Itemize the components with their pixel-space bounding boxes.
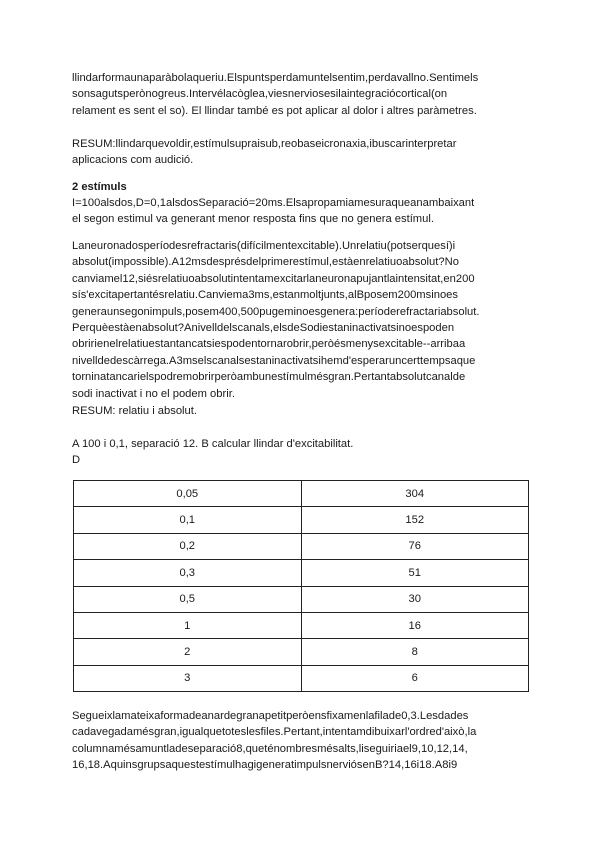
text-line: Perquèestàenabsolut?Anivelldelscanals,elsdeSodiestaninactivatsinoespoden xyxy=(72,322,455,335)
table-cell-threshold: 30 xyxy=(301,586,529,612)
table-cell-separation: 3 xyxy=(74,665,302,691)
table-row xyxy=(74,612,529,638)
text-line: aplicacions com audició. xyxy=(72,154,194,167)
text-line: Laneuronadosperíodesrefractaris(difícilmentexcitable).Unrelatiu(potserquesí)i xyxy=(72,240,456,252)
table-row xyxy=(74,665,529,691)
text-line: sodi inactivat i no el podem obrir. xyxy=(72,387,235,400)
section-heading: 2 estímuls xyxy=(72,181,127,193)
text-line: nivelldedescàrrega.A3mselscanalsestaninactivatsihemd'esperaruncerttempsaque xyxy=(72,354,476,367)
paragraph-llindar xyxy=(72,70,528,119)
text-line: A 100 i 0,1, separació 12. B calcular llindar d'excitabilitat. xyxy=(72,438,354,450)
text-line: el segon estimul va generant menor resposta fins que no genera estímul. xyxy=(72,213,434,226)
paragraph-exercise xyxy=(72,436,528,469)
table-cell-separation: 0,1 xyxy=(74,507,302,533)
table-row xyxy=(74,560,529,586)
table-cell-threshold: 152 xyxy=(301,507,529,533)
table-cell-threshold: 16 xyxy=(301,612,529,638)
table-cell-separation: 0,3 xyxy=(74,560,302,586)
text-line: relament es sent el so). El llindar també es pot aplicar al dolor i altres paràmetres. xyxy=(72,104,477,117)
table-cell-separation: 0,5 xyxy=(74,586,302,612)
table-cell-separation: 2 xyxy=(74,639,302,665)
paragraph-2-estimuls xyxy=(72,195,528,228)
table-cell-threshold: 304 xyxy=(301,481,529,507)
paragraph-resum-1 xyxy=(72,136,528,169)
text-line: D xyxy=(72,454,81,467)
text-line: absolut(impossible).A12msdesprésdelprimerestímul,estàenrelatiuoabsolut?No xyxy=(72,256,459,269)
text-line: canviamel12,siésrelatiuoabsolutintentamexcitarlaneuronapujantlaintensitat,en200 xyxy=(72,272,475,285)
text-line: llindarformaunaparàbolaqueriu.Elspuntsperdamuntelsentim,perdavallno.Sentimels xyxy=(72,72,479,84)
table-cell-threshold: 51 xyxy=(301,560,529,586)
text-line: obririenelrelatiuestantancatsiespodentornarobrir,peròésmenysexcitable--arribaa xyxy=(72,338,466,351)
table-cell-threshold: 76 xyxy=(301,533,529,559)
text-line: Segueixlamateixaformadeanardegranapetitperòensfixamenlafilade0,3.Lesdades xyxy=(72,710,469,722)
text-line: columnamésamuntladeseparació8,queténombresmésalts,liseguiriael9,10,12,14, xyxy=(72,742,468,755)
results-table xyxy=(73,480,529,692)
table-row xyxy=(74,533,529,559)
text-line: sonsagutsperònogreus.Intervélacòglea,viesnerviosesilaintegraciócortical(on xyxy=(72,88,448,101)
paragraph-resum-2: RESUM: relatiu i absolut. xyxy=(72,405,197,417)
text-line: generaunsegonimpuls,posem400,500pugeminoesgenera:períoderefractariabsolut. xyxy=(72,305,480,318)
table-cell-threshold: 6 xyxy=(301,665,529,691)
table-cell-separation: 0,05 xyxy=(74,481,302,507)
paragraph-conclusion xyxy=(72,708,528,774)
table-row xyxy=(74,481,529,507)
text-line: RESUM:llindarquevoldir,estímulsupraisub,reobaseicronaxia,ibuscarinterpretar xyxy=(72,138,457,150)
table-cell-separation: 0,2 xyxy=(74,533,302,559)
table-cell-separation: 1 xyxy=(74,612,302,638)
table-cell-threshold: 8 xyxy=(301,639,529,665)
text-line: torninatancarielspodremobrirperòambunestímulmésgran.Pertantabsolutcanalde xyxy=(72,371,466,384)
text-line: cadavegadamésgran,igualquetoteslesfiles.Pertant,intentamdibuixarl'ordred'això,la xyxy=(72,726,477,739)
paragraph-neurona xyxy=(72,238,528,402)
table-row xyxy=(74,639,529,665)
table-row xyxy=(74,586,529,612)
text-line: I=100alsdos,D=0,1alsdosSeparació=20ms.Elsapropamiamesuraqueanambaixant xyxy=(72,197,475,209)
text-line: sís'excitapertantésrelatiu.Canviema3ms,estanmoltjunts,alBposem200msinoes xyxy=(72,289,458,302)
table-row xyxy=(74,507,529,533)
text-line: 16,18.AquinsgrupsaquestestímulhagigeneratimpulsnerviósenB?14,16i18.A8i9 xyxy=(72,759,458,772)
